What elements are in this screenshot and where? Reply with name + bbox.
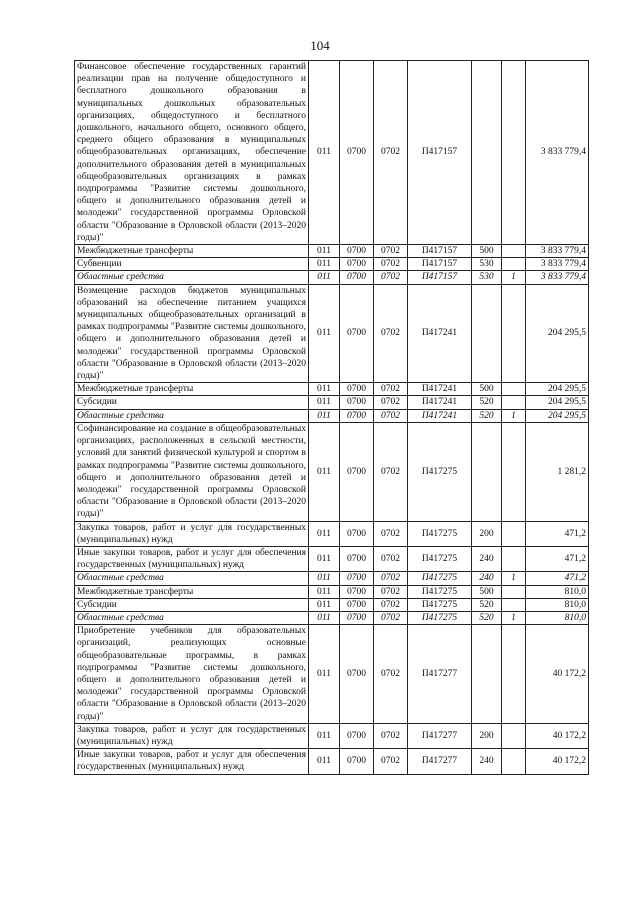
funding-source-cell [502, 585, 526, 598]
expense-type-cell: 500 [472, 245, 502, 258]
expense-name-cell: Межбюджетные трансферты [75, 245, 309, 258]
funding-source-cell [502, 61, 526, 245]
expense-name-cell: Субсидии [75, 598, 309, 611]
target-article-cell: П417241 [408, 284, 472, 383]
table-row [75, 383, 589, 396]
expense-type-cell [472, 422, 502, 521]
amount-cell: 3 833 779,4 [526, 271, 589, 284]
expense-type-cell [472, 284, 502, 383]
subsection-code-cell: 0702 [374, 271, 408, 284]
subsection-code-cell: 0702 [374, 625, 408, 724]
amount-cell: 810,0 [526, 585, 589, 598]
ministry-code-cell: 011 [309, 422, 340, 521]
table-row [75, 422, 589, 521]
section-code-cell: 0700 [340, 284, 374, 383]
expense-name-cell: Областные средства [75, 271, 309, 284]
table-row [75, 572, 589, 585]
expense-type-cell: 530 [472, 258, 502, 271]
section-code-cell: 0700 [340, 572, 374, 585]
amount-cell: 40 172,2 [526, 625, 589, 724]
section-code-cell: 0700 [340, 61, 374, 245]
table-row [75, 61, 589, 245]
table-row [75, 245, 589, 258]
ministry-code-cell: 011 [309, 521, 340, 546]
section-code-cell: 0700 [340, 749, 374, 774]
expense-type-cell: 500 [472, 383, 502, 396]
section-code-cell: 0700 [340, 723, 374, 748]
amount-cell: 1 281,2 [526, 422, 589, 521]
section-code-cell: 0700 [340, 258, 374, 271]
expense-type-cell: 520 [472, 409, 502, 422]
target-article-cell: П417275 [408, 546, 472, 571]
expense-type-cell: 520 [472, 611, 502, 624]
subsection-code-cell: 0702 [374, 546, 408, 571]
section-code-cell: 0700 [340, 546, 374, 571]
table-row [75, 409, 589, 422]
ministry-code-cell: 011 [309, 585, 340, 598]
table-row [75, 396, 589, 409]
section-code-cell: 0700 [340, 598, 374, 611]
expense-name-cell: Софинансирование на создание в общеобразовательных организациях, расположенных в сельской местности, условий для занятий физической культурой и спортом в рамках подпрограммы "Развитие системы дошкольного, общего и дополнительного образования детей и молодежи" государственной программы Орловской области "Образование в Орловской области (2013–2020 годы)" [75, 422, 309, 521]
target-article-cell: П417277 [408, 625, 472, 724]
subsection-code-cell: 0702 [374, 749, 408, 774]
section-code-cell: 0700 [340, 245, 374, 258]
subsection-code-cell: 0702 [374, 572, 408, 585]
ministry-code-cell: 011 [309, 245, 340, 258]
section-code-cell: 0700 [340, 611, 374, 624]
table-row [75, 611, 589, 624]
target-article-cell: П417241 [408, 409, 472, 422]
funding-source-cell [502, 284, 526, 383]
amount-cell: 204 295,5 [526, 396, 589, 409]
section-code-cell: 0700 [340, 585, 374, 598]
funding-source-cell [502, 383, 526, 396]
amount-cell: 3 833 779,4 [526, 258, 589, 271]
section-code-cell: 0700 [340, 409, 374, 422]
amount-cell: 3 833 779,4 [526, 61, 589, 245]
expense-type-cell: 530 [472, 271, 502, 284]
target-article-cell: П417157 [408, 258, 472, 271]
section-code-cell: 0700 [340, 625, 374, 724]
amount-cell: 3 833 779,4 [526, 245, 589, 258]
ministry-code-cell: 011 [309, 598, 340, 611]
subsection-code-cell: 0702 [374, 521, 408, 546]
funding-source-cell: 1 [502, 271, 526, 284]
funding-source-cell [502, 749, 526, 774]
target-article-cell: П417275 [408, 422, 472, 521]
expense-name-cell: Субвенции [75, 258, 309, 271]
section-code-cell: 0700 [340, 521, 374, 546]
expense-type-cell [472, 625, 502, 724]
amount-cell: 471,2 [526, 546, 589, 571]
target-article-cell: П417241 [408, 383, 472, 396]
ministry-code-cell: 011 [309, 611, 340, 624]
target-article-cell: П417275 [408, 598, 472, 611]
expense-type-cell [472, 61, 502, 245]
target-article-cell: П417157 [408, 245, 472, 258]
table-row [75, 625, 589, 724]
target-article-cell: П417241 [408, 396, 472, 409]
funding-source-cell: 1 [502, 611, 526, 624]
funding-source-cell [502, 422, 526, 521]
table-row [75, 546, 589, 571]
subsection-code-cell: 0702 [374, 422, 408, 521]
expense-type-cell: 500 [472, 585, 502, 598]
target-article-cell: П417275 [408, 521, 472, 546]
expense-name-cell: Возмещение расходов бюджетов муниципальных образований на обеспечение питанием учащихся муниципальных общеобразовательных организаций в рамках подпрограммы "Развитие системы дошкольного, общего и дополнительного образования детей и молодежи" государственной программы Орловской области "Образование в Орловской области (2013–2020 годы)" [75, 284, 309, 383]
table-row [75, 723, 589, 748]
target-article-cell: П417275 [408, 611, 472, 624]
target-article-cell: П417275 [408, 572, 472, 585]
expense-name-cell: Закупка товаров, работ и услуг для государственных (муниципальных) нужд [75, 521, 309, 546]
ministry-code-cell: 011 [309, 258, 340, 271]
subsection-code-cell: 0702 [374, 245, 408, 258]
expense-type-cell: 240 [472, 546, 502, 571]
subsection-code-cell: 0702 [374, 61, 408, 245]
funding-source-cell: 1 [502, 409, 526, 422]
funding-source-cell [502, 396, 526, 409]
section-code-cell: 0700 [340, 271, 374, 284]
expense-name-cell: Субсидии [75, 396, 309, 409]
subsection-code-cell: 0702 [374, 723, 408, 748]
target-article-cell: П417157 [408, 271, 472, 284]
funding-source-cell [502, 245, 526, 258]
ministry-code-cell: 011 [309, 572, 340, 585]
target-article-cell: П417157 [408, 61, 472, 245]
target-article-cell: П417277 [408, 749, 472, 774]
ministry-code-cell: 011 [309, 409, 340, 422]
amount-cell: 810,0 [526, 611, 589, 624]
ministry-code-cell: 011 [309, 61, 340, 245]
section-code-cell: 0700 [340, 383, 374, 396]
section-code-cell: 0700 [340, 422, 374, 521]
subsection-code-cell: 0702 [374, 585, 408, 598]
section-code-cell: 0700 [340, 396, 374, 409]
amount-cell: 471,2 [526, 521, 589, 546]
amount-cell: 810,0 [526, 598, 589, 611]
ministry-code-cell: 011 [309, 284, 340, 383]
funding-source-cell: 1 [502, 572, 526, 585]
expense-name-cell: Иные закупки товаров, работ и услуг для обеспечения государственных (муниципальных) нужд [75, 749, 309, 774]
expense-name-cell: Межбюджетные трансферты [75, 383, 309, 396]
expense-name-cell: Закупка товаров, работ и услуг для государственных (муниципальных) нужд [75, 723, 309, 748]
table-row [75, 284, 589, 383]
amount-cell: 204 295,5 [526, 409, 589, 422]
target-article-cell: П417277 [408, 723, 472, 748]
amount-cell: 40 172,2 [526, 723, 589, 748]
amount-cell: 204 295,5 [526, 284, 589, 383]
funding-source-cell [502, 625, 526, 724]
funding-source-cell [502, 521, 526, 546]
amount-cell: 40 172,2 [526, 749, 589, 774]
amount-cell: 204 295,5 [526, 383, 589, 396]
ministry-code-cell: 011 [309, 546, 340, 571]
subsection-code-cell: 0702 [374, 284, 408, 383]
expense-name-cell: Финансовое обеспечение государственных гарантий реализации прав на получение общедоступного и бесплатного дошкольного образования в муниципальных дошкольных образовательных организациях, общедоступного и бесплатного дошкольного, начального общего, основного общего, среднего общего образования в муниципальных общеобразовательных организациях, обеспечение дополнительного образования детей в муниципальных общеобразовательных организациях в рамках подпрограммы "Развитие системы дошкольного, общего и дополнительного образования детей и молодежи" государственной программы Орловской области "Образование в Орловской области (2013–2020 годы)" [75, 61, 309, 245]
funding-source-cell [502, 723, 526, 748]
expense-type-cell: 520 [472, 396, 502, 409]
expense-type-cell: 240 [472, 572, 502, 585]
subsection-code-cell: 0702 [374, 396, 408, 409]
expense-name-cell: Приобретение учебников для образовательных организаций, реализующих основные общеобразовательные программы, в рамках подпрограммы "Развитие системы дошкольного, общего и дополнительного образования детей и молодежи" государственной программы Орловской области "Образование в Орловской области (2013–2020 годы)" [75, 625, 309, 724]
ministry-code-cell: 011 [309, 723, 340, 748]
table-row [75, 258, 589, 271]
expense-name-cell: Областные средства [75, 611, 309, 624]
funding-source-cell [502, 546, 526, 571]
expense-type-cell: 200 [472, 521, 502, 546]
subsection-code-cell: 0702 [374, 598, 408, 611]
table-row [75, 598, 589, 611]
ministry-code-cell: 011 [309, 383, 340, 396]
expense-name-cell: Областные средства [75, 409, 309, 422]
table-row [75, 271, 589, 284]
table-row [75, 749, 589, 774]
table-row [75, 585, 589, 598]
expense-type-cell: 200 [472, 723, 502, 748]
expense-name-cell: Областные средства [75, 572, 309, 585]
budget-table-body [75, 61, 589, 775]
subsection-code-cell: 0702 [374, 383, 408, 396]
expense-name-cell: Иные закупки товаров, работ и услуг для обеспечения государственных (муниципальных) нужд [75, 546, 309, 571]
ministry-code-cell: 011 [309, 396, 340, 409]
funding-source-cell [502, 598, 526, 611]
target-article-cell: П417275 [408, 585, 472, 598]
expense-name-cell: Межбюджетные трансферты [75, 585, 309, 598]
budget-table [74, 60, 589, 775]
page-number: 104 [310, 38, 330, 53]
subsection-code-cell: 0702 [374, 611, 408, 624]
expense-type-cell: 520 [472, 598, 502, 611]
ministry-code-cell: 011 [309, 271, 340, 284]
expense-type-cell: 240 [472, 749, 502, 774]
subsection-code-cell: 0702 [374, 409, 408, 422]
funding-source-cell [502, 258, 526, 271]
subsection-code-cell: 0702 [374, 258, 408, 271]
amount-cell: 471,2 [526, 572, 589, 585]
table-row [75, 521, 589, 546]
ministry-code-cell: 011 [309, 625, 340, 724]
ministry-code-cell: 011 [309, 749, 340, 774]
